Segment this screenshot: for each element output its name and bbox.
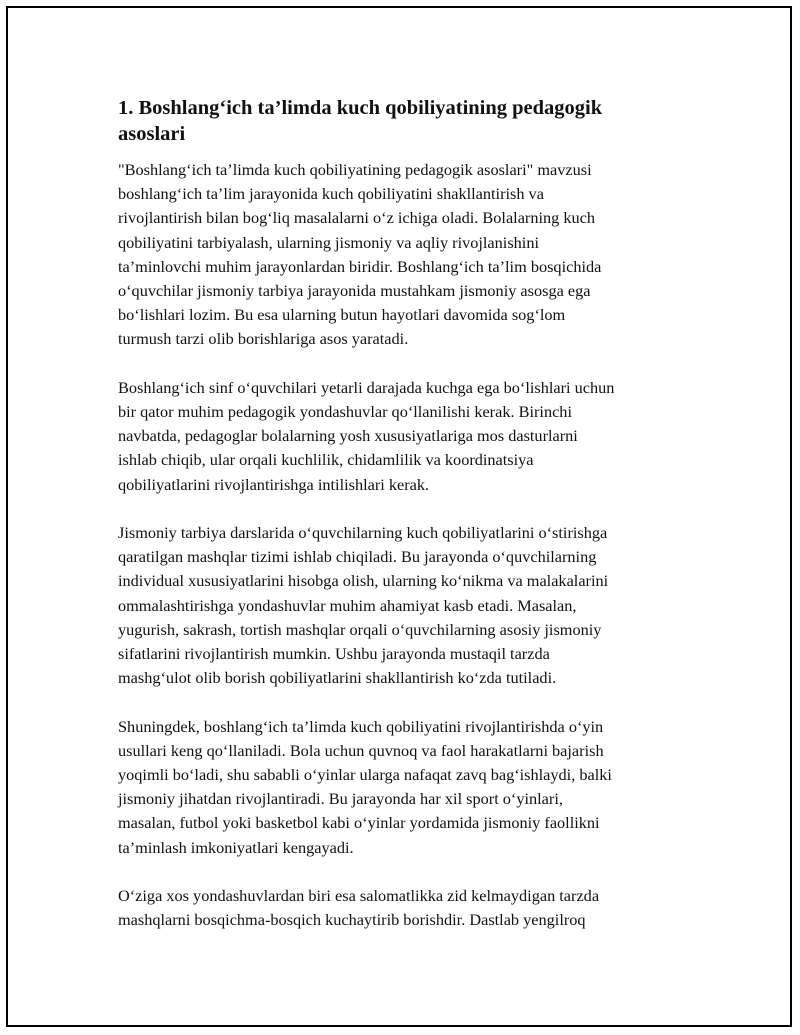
heading-line: 1. Boshlang‘ich ta’limda kuch qobiliyatining pedagogik	[118, 97, 603, 119]
text-line: O‘ziga xos yondashuvlardan biri esa salomatlikka zid kelmaydigan tarzda	[118, 886, 600, 906]
paragraph	[118, 884, 688, 932]
paragraph	[118, 158, 688, 352]
paragraph	[118, 521, 688, 690]
text-line: bir qator muhim pedagogik yondashuvlar qo‘llanilishi kerak. Birinchi	[118, 402, 572, 422]
text-line: ta’minlovchi muhim jarayonlardan biridir. Boshlang‘ich ta’lim bosqichida	[118, 256, 602, 276]
text-line: turmush tarzi olib borishlariga asos yaratadi.	[118, 329, 409, 349]
text-line: yoqimli bo‘ladi, shu sababli o‘yinlar ularga nafaqat zavq bag‘ishlaydi, balki	[118, 765, 612, 785]
text-line: sifatlarini rivojlantirish mumkin. Ushbu jarayonda mustaqil tarzda	[118, 644, 550, 664]
document-body	[118, 95, 688, 957]
text-line: jismoniy jihatdan rivojlantiradi. Bu jarayonda har xil sport o‘yinlari,	[118, 789, 563, 809]
text-line: mashg‘ulot olib borish qobiliyatlarini shakllantirish ko‘zda tutiladi.	[118, 668, 557, 688]
text-line: qobiliyatini tarbiyalash, ularning jismoniy va aqliy rivojlanishini	[118, 232, 539, 252]
paragraph	[118, 715, 688, 860]
heading-line: asoslari	[118, 123, 186, 145]
text-line: Shuningdek, boshlang‘ich ta’limda kuch qobiliyatini rivojlantirishda o‘yin	[118, 716, 604, 736]
text-line: mashqlarni bosqichma-bosqich kuchaytirib borishdir. Dastlab yengilroq	[118, 910, 586, 930]
text-line: masalan, futbol yoki basketbol kabi o‘yinlar yordamida jismoniy faollikni	[118, 813, 600, 833]
text-line: Boshlang‘ich sinf o‘quvchilari yetarli darajada kuchga ega bo‘lishlari uchun	[118, 377, 615, 397]
paragraph	[118, 376, 688, 497]
text-line: "Boshlang‘ich ta’limda kuch qobiliyatining pedagogik asoslari" mavzusi	[118, 160, 592, 179]
text-line: o‘quvchilar jismoniy tarbiya jarayonida mustahkam jismoniy asosga ega	[118, 281, 591, 301]
text-line: bo‘lishlari lozim. Bu esa ularning butun hayotlari davomida sog‘lom	[118, 305, 566, 325]
text-line: ishlab chiqib, ular orqali kuchlilik, chidamlilik va koordinatsiya	[118, 450, 534, 470]
text-line: yugurish, sakrash, tortish mashqlar orqali o‘quvchilarning asosiy jismoniy	[118, 619, 602, 639]
text-line: navbatda, pedagoglar bolalarning yosh xususiyatlariga mos dasturlarni	[118, 426, 578, 446]
text-line: qobiliyatlarini rivojlantirishga intilishlari kerak.	[118, 474, 430, 494]
text-line: individual xususiyatlarini hisobga olish, ularning ko‘nikma va malakalarini	[118, 571, 609, 591]
text-line: usullari keng qo‘llaniladi. Bola uchun quvnoq va faol harakatlarni bajarish	[118, 740, 604, 760]
text-line: boshlang‘ich ta’lim jarayonida kuch qobiliyatini shakllantirish va	[118, 184, 544, 204]
section-heading	[118, 95, 688, 147]
text-line: rivojlantirish bilan bog‘liq masalalarni o‘z ichiga oladi. Bolalarning kuch	[118, 208, 596, 228]
text-line: ommalashtirishga yondashuvlar muhim ahamiyat kasb etadi. Masalan,	[118, 595, 577, 615]
text-line: ta’minlash imkoniyatlari kengayadi.	[118, 837, 354, 857]
text-line: qaratilgan mashqlar tizimi ishlab chiqiladi. Bu jarayonda o‘quvchilarning	[118, 547, 597, 567]
text-line: Jismoniy tarbiya darslarida o‘quvchilarning kuch qobiliyatlarini o‘stirishga	[118, 523, 608, 543]
